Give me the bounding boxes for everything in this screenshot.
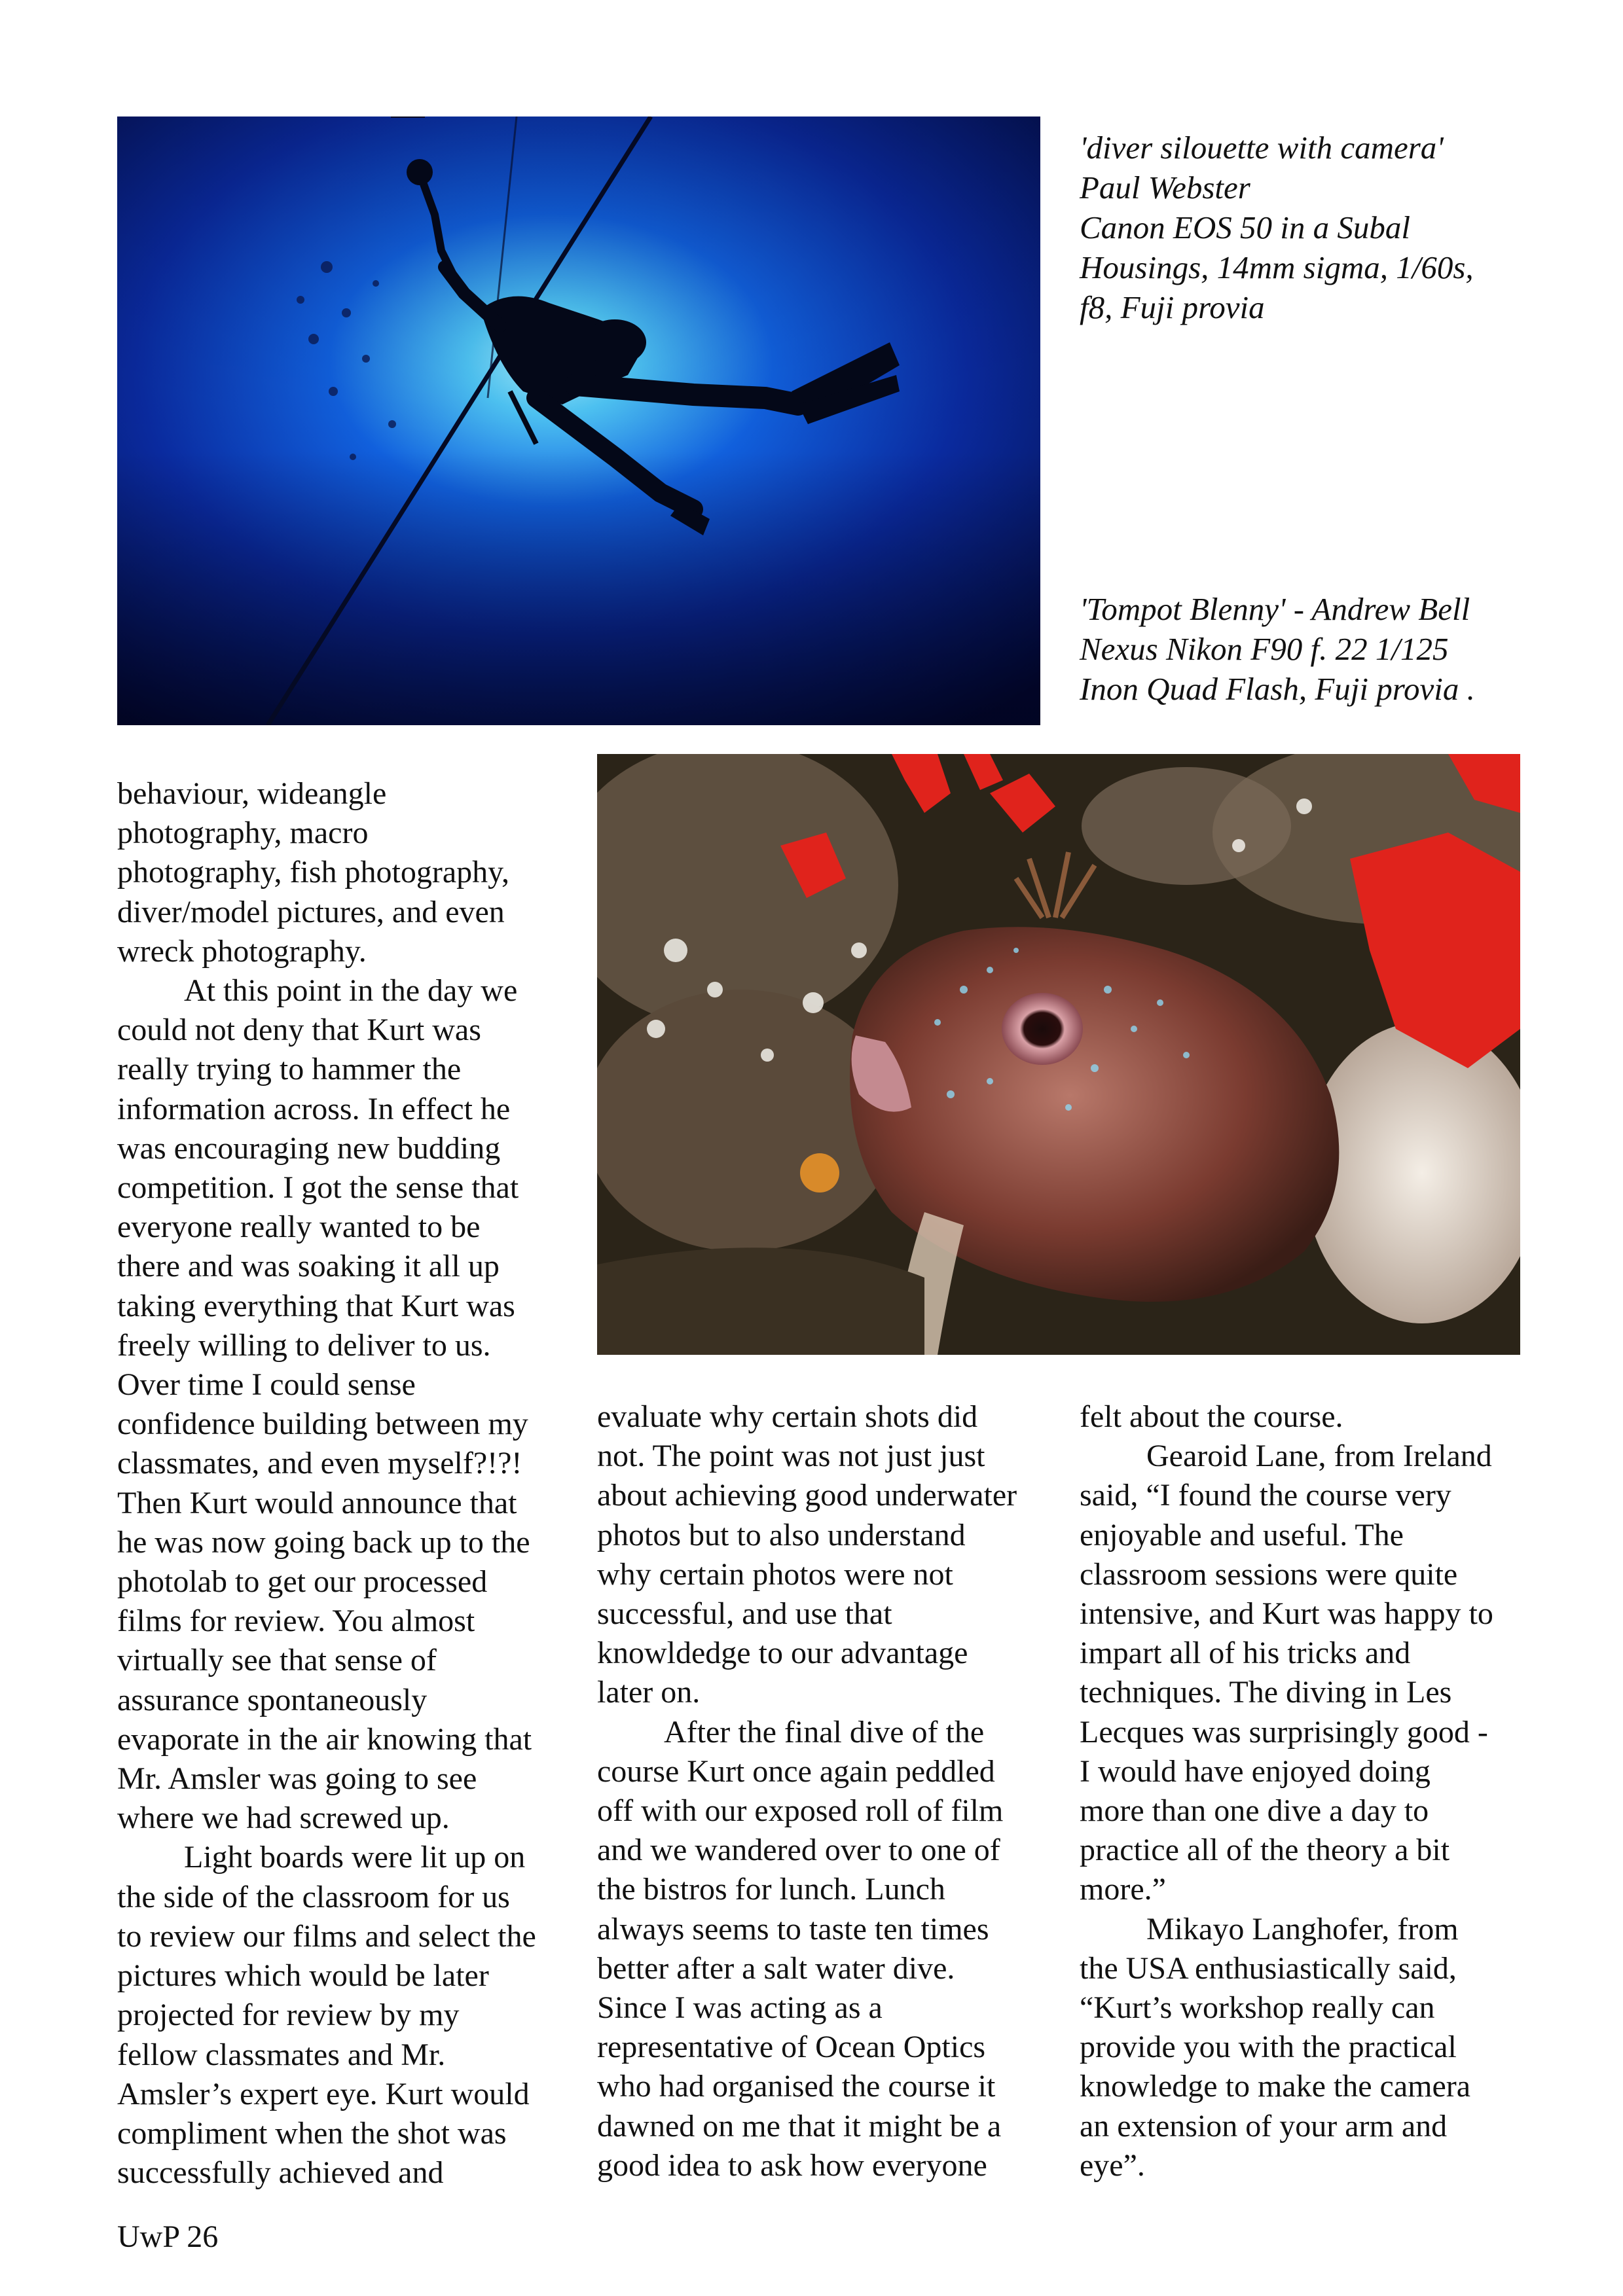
text-line: why certain photos were not (597, 1556, 953, 1592)
text-line: where we had screwed up. (117, 1801, 450, 1836)
paragraph (1080, 1397, 1531, 1437)
text-line: an extension of your arm and (1080, 2108, 1448, 2144)
text-line: films for review. You almost (117, 1604, 475, 1639)
text-line: confidence building between my (117, 1407, 528, 1442)
text-line: techniques. The diving in Les (1080, 1675, 1452, 1710)
text-line: information across. In effect he (117, 1091, 511, 1126)
text-line: always seems to taste ten times (597, 1911, 989, 1946)
text-column-left (117, 774, 569, 2193)
top-photo-caption (1080, 128, 1474, 327)
text-line: intensive, and Kurt was happy to (1080, 1596, 1493, 1632)
text-line: Mr. Amsler was going to see (117, 1761, 477, 1797)
caption-line: Nexus Nikon F90 f. 22 1/125 (1080, 631, 1449, 667)
text-line: classroom sessions were quite (1080, 1556, 1458, 1592)
paragraph (1080, 1437, 1531, 1909)
text-line: photolab to get our processed (117, 1564, 488, 1600)
text-line: photos but to also understand (597, 1517, 966, 1552)
text-line: photography, fish photography, (117, 855, 510, 890)
text-line: Mikayo Langhofer, from (1146, 1911, 1459, 1946)
text-line: knowledge to make the camera (1080, 2069, 1471, 2104)
caption-line: 'diver silouette with camera' (1080, 130, 1444, 166)
text-line: successful, and use that (597, 1596, 892, 1632)
paragraph (117, 971, 569, 1838)
text-line: said, “I found the course very (1080, 1478, 1451, 1513)
text-line: could not deny that Kurt was (117, 1013, 481, 1048)
text-line: At this point in the day we (184, 973, 518, 1009)
paragraph (117, 1838, 569, 2193)
text-line: successfully achieved and (117, 2155, 444, 2191)
text-line: about achieving good underwater (597, 1478, 1017, 1513)
text-line: who had organised the course it (597, 2069, 996, 2104)
text-line: Gearoid Lane, from Ireland (1146, 1439, 1492, 1474)
text-column-middle (597, 1397, 1049, 2185)
text-line: evaporate in the air knowing that (117, 1721, 532, 1757)
text-line: freely willing to deliver to us. (117, 1327, 491, 1363)
text-line: better after a salt water dive. (597, 1950, 955, 1986)
text-line: evaluate why certain shots did (597, 1399, 978, 1434)
text-line: the bistros for lunch. Lunch (597, 1872, 945, 1907)
paragraph (117, 774, 569, 971)
text-line: practice all of the theory a bit (1080, 1833, 1450, 1868)
text-line: course Kurt once again peddled (597, 1753, 995, 1789)
text-line: not. The point was not just just (597, 1439, 985, 1474)
text-line: “Kurt’s workshop really can (1080, 1990, 1435, 2026)
text-line: Since I was acting as a (597, 1990, 883, 2026)
text-line: he was now going back up to the (117, 1524, 530, 1560)
text-line: later on. (597, 1675, 701, 1710)
text-line: competition. I got the sense that (117, 1170, 519, 1206)
text-line: knowldedge to our advantage (597, 1636, 968, 1671)
text-line: compliment when the shot was (117, 2115, 507, 2151)
diver-silhouette-photo (117, 117, 1040, 725)
text-line: classmates, and even myself?!?! (117, 1446, 522, 1481)
text-line: impart all of his tricks and (1080, 1636, 1411, 1671)
page-number: UwP 26 (117, 2219, 219, 2254)
tompot-blenny-photo (597, 754, 1520, 1355)
text-line: off with our exposed roll of film (597, 1793, 1004, 1829)
paragraph (597, 1713, 1049, 2185)
text-line: more than one dive a day to (1080, 1793, 1429, 1829)
text-line: everyone really wanted to be (117, 1210, 481, 1245)
text-line: Light boards were lit up on (184, 1840, 526, 1875)
caption-line: Inon Quad Flash, Fuji provia . (1080, 671, 1475, 707)
text-line: behaviour, wideangle (117, 776, 387, 811)
text-line: to review our films and select the (117, 1918, 536, 1954)
text-line: Lecques was surprisingly good - (1080, 1714, 1488, 1749)
text-line: enjoyable and useful. The (1080, 1517, 1404, 1552)
blenny-photo-caption (1080, 589, 1475, 709)
text-line: pictures which would be later (117, 1958, 489, 1994)
paragraph (1080, 1910, 1531, 2185)
text-line: good idea to ask how everyone (597, 2147, 987, 2183)
text-line: photography, macro (117, 816, 369, 851)
text-line: more.” (1080, 1872, 1166, 1907)
text-line: dawned on me that it might be a (597, 2108, 1002, 2144)
text-line: virtually see that sense of (117, 1643, 437, 1678)
caption-line: 'Tompot Blenny' - Andrew Bell (1080, 591, 1470, 627)
text-line: really trying to hammer the (117, 1052, 462, 1087)
caption-line: Paul Webster (1080, 170, 1250, 206)
text-line: projected for review by my (117, 1998, 460, 2033)
text-line: was encouraging new budding (117, 1130, 501, 1166)
text-line: felt about the course. (1080, 1399, 1343, 1434)
text-line: fellow classmates and Mr. (117, 2037, 446, 2072)
text-line: assurance spontaneously (117, 1682, 428, 1717)
text-line: there and was soaking it all up (117, 1249, 500, 1284)
text-line: provide you with the practical (1080, 2030, 1457, 2065)
text-line: diver/model pictures, and even (117, 894, 505, 929)
text-line: Then Kurt would announce that (117, 1485, 517, 1520)
text-line: After the final dive of the (664, 1714, 985, 1749)
caption-line: f8, Fuji provia (1080, 289, 1265, 325)
caption-line: Canon EOS 50 in a Subal (1080, 209, 1410, 245)
text-line: representative of Ocean Optics (597, 2030, 986, 2065)
text-column-right (1080, 1397, 1531, 2185)
text-line: eye”. (1080, 2147, 1145, 2183)
text-line: and we wandered over to one of (597, 1833, 1000, 1868)
text-line: taking everything that Kurt was (117, 1288, 515, 1323)
text-line: Over time I could sense (117, 1367, 416, 1403)
text-line: I would have enjoyed doing (1080, 1753, 1431, 1789)
paragraph (597, 1397, 1049, 1713)
text-line: Amsler’s expert eye. Kurt would (117, 2076, 530, 2111)
text-line: the side of the classroom for us (117, 1879, 510, 1914)
text-line: the USA enthusiastically said, (1080, 1950, 1457, 1986)
text-line: wreck photography. (117, 933, 367, 969)
caption-line: Housings, 14mm sigma, 1/60s, (1080, 249, 1474, 285)
